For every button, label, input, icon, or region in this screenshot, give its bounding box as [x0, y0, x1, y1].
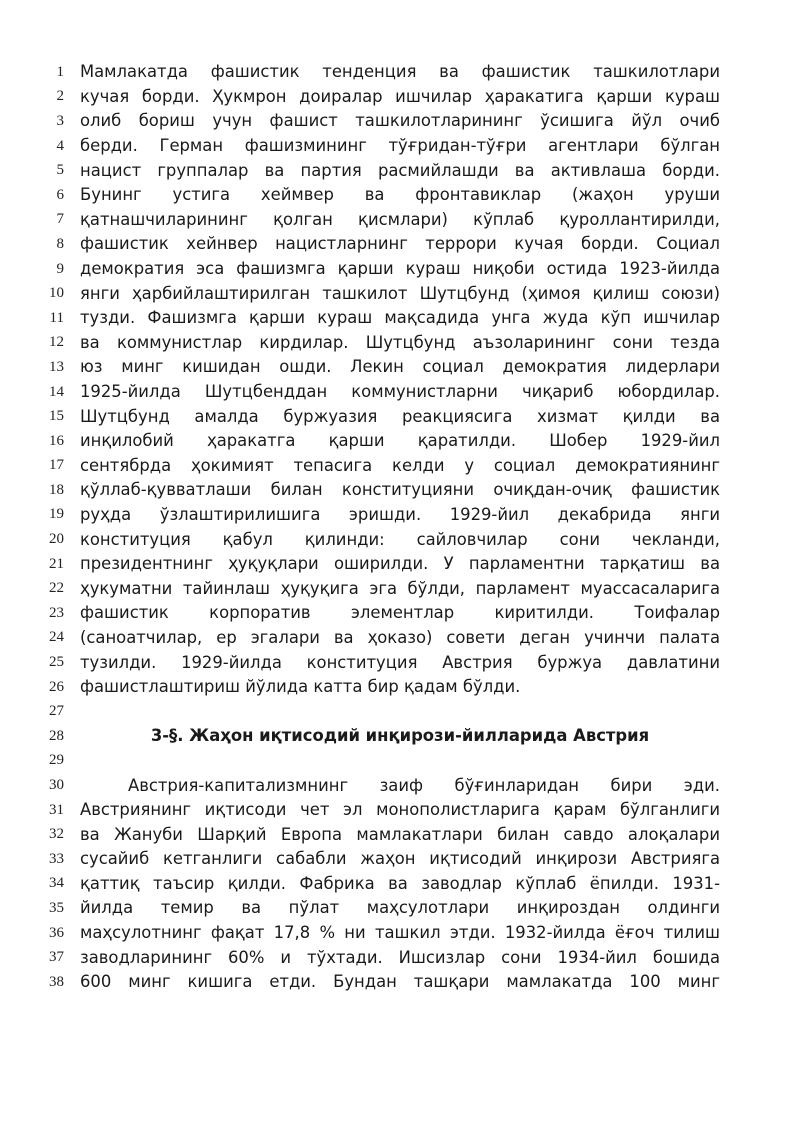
line-text: олиб бориш учун фашист ташкилотларининг ўсишига йўл очиб — [80, 111, 720, 131]
line-number: 9 — [56, 260, 64, 277]
line-number: 37 — [49, 949, 64, 966]
line-text: қўллаб-қувватлаши билан конституцияни очиқдан-очиқ фашистик — [80, 480, 720, 500]
text-line — [0, 626, 800, 651]
line-number: 19 — [49, 506, 64, 523]
text-line — [0, 699, 800, 724]
line-number: 6 — [56, 186, 64, 203]
line-text: фашистик хейнвер нацистларнинг террори кучая борди. Социал — [80, 234, 720, 254]
line-text: янги ҳарбийлаштирилган ташкилот Шутцбунд (ҳимоя қилиш союзи) — [80, 283, 720, 303]
text-line — [0, 601, 800, 626]
line-number: 3 — [56, 112, 64, 129]
line-number: 20 — [49, 531, 64, 548]
line-number: 8 — [56, 235, 64, 252]
text-line — [0, 404, 800, 429]
line-text: ва коммунистлар кирдилар. Шутцбунд аъзоларининг сони тезда — [80, 332, 720, 352]
text-line — [0, 429, 800, 454]
text-line — [0, 798, 800, 823]
text-line — [0, 134, 800, 159]
line-number: 18 — [49, 481, 64, 498]
line-text: Мамлакатда фашистик тенденция ва фашистик ташкилотлари — [80, 62, 720, 82]
line-text: қаттиқ таъсир қилди. Фабрика ва заводлар кўплаб ёпилди. 1931- — [80, 873, 720, 893]
line-text: ҳукуматни тайинлаш ҳуқуқига эга бўлди, парламент муассасаларига — [80, 578, 720, 598]
line-text: руҳда ўзлаштирилишига эришди. 1929-йил декабрида янги — [80, 504, 720, 524]
text-line — [0, 60, 800, 85]
line-text: Австриянинг иқтисоди чет эл монополистларига қарам бўлганлиги — [80, 800, 720, 820]
line-number: 34 — [49, 875, 64, 892]
line-text: тузилди. 1929-йилда конституция Австрия буржуа давлатини — [80, 652, 720, 672]
line-number: 7 — [56, 211, 64, 228]
text-line — [0, 896, 800, 921]
line-text: юз минг кишидан ошди. Лекин социал демократия лидерлари — [80, 357, 720, 377]
line-text: 600 минг кишига етди. Бундан ташқари мамлакатда 100 минг — [80, 972, 720, 992]
text-line — [0, 749, 800, 774]
text-line — [0, 183, 800, 208]
line-text: Бунинг устига хеймвер ва фронтавиклар (жаҳон уруши — [80, 185, 720, 205]
line-number: 32 — [49, 826, 64, 843]
text-line — [0, 355, 800, 380]
line-text: Австрия-капитализмнинг заиф бўғинларидан бири эди. — [128, 775, 720, 795]
line-number: 29 — [49, 752, 64, 769]
line-text: фашистлаштириш йўлида катта бир қадам бўлди. — [80, 677, 521, 697]
line-text: (саноатчилар, ер эгалари ва ҳоказо) совети деган учинчи палата — [80, 627, 720, 647]
text-line — [0, 306, 800, 331]
text-line — [0, 576, 800, 601]
text-line — [0, 921, 800, 946]
line-text: кучая борди. Ҳукмрон доиралар ишчилар ҳаракатига қарши кураш — [80, 86, 720, 106]
line-number: 10 — [49, 285, 64, 302]
line-text: 1925-йилда Шутцбенддан коммунистларни чиқариб юбордилар. — [80, 382, 720, 402]
text-line — [0, 527, 800, 552]
text-line — [0, 158, 800, 183]
line-number: 35 — [49, 899, 64, 916]
text-line — [0, 257, 800, 282]
line-text: ва Жануби Шарқий Европа мамлакатлари билан савдо алоқалари — [80, 824, 720, 844]
text-line — [0, 109, 800, 134]
line-number: 14 — [49, 383, 64, 400]
line-number: 27 — [49, 703, 64, 720]
line-number: 38 — [49, 973, 64, 990]
text-line — [0, 822, 800, 847]
document-page — [0, 60, 800, 995]
text-line — [0, 478, 800, 503]
line-number: 11 — [49, 309, 64, 326]
line-text: конституция қабул қилинди: сайловчилар сони чекланди, — [80, 529, 720, 549]
text-line — [0, 503, 800, 528]
line-number: 21 — [49, 555, 64, 572]
line-number: 16 — [49, 432, 64, 449]
text-line — [0, 281, 800, 306]
line-number: 12 — [49, 334, 64, 351]
line-text: нацист группалар ва партия расмийлашди ва активлаша борди. — [80, 160, 720, 180]
line-text: заводларининг 60% и тўхтади. Ишсизлар сони 1934-йил бошида — [80, 947, 720, 967]
text-line — [0, 331, 800, 356]
line-text: сентябрда ҳокимият тепасига келди у социал демократиянинг — [80, 455, 720, 475]
line-number: 23 — [49, 604, 64, 621]
line-text: йилда темир ва пўлат маҳсулотлари инқироздан олдинги — [80, 898, 720, 918]
line-number: 31 — [49, 801, 64, 818]
text-line — [0, 454, 800, 479]
text-line — [0, 85, 800, 110]
line-number: 13 — [49, 358, 64, 375]
line-number: 33 — [49, 850, 64, 867]
line-number: 22 — [49, 580, 64, 597]
line-number: 28 — [49, 727, 64, 744]
text-line — [0, 773, 800, 798]
text-line — [0, 847, 800, 872]
text-line — [0, 724, 800, 749]
line-number: 4 — [56, 137, 64, 154]
line-text: демократия эса фашизмга қарши кураш ниқоби остида 1923-йилда — [80, 259, 720, 279]
text-line — [0, 945, 800, 970]
line-number: 2 — [56, 88, 64, 105]
text-line — [0, 872, 800, 897]
line-text: президентнинг ҳуқуқлари оширилди. У парламентни тарқатиш ва — [80, 554, 720, 574]
line-text: фашистик корпоратив элементлар киритилди. Тоифалар — [80, 603, 720, 623]
line-number: 26 — [49, 678, 64, 695]
line-text: берди. Герман фашизмининг тўғридан-тўғри агентлари бўлган — [80, 136, 720, 156]
line-number: 1 — [56, 63, 64, 80]
line-number: 17 — [49, 457, 64, 474]
text-line — [0, 552, 800, 577]
line-text: тузди. Фашизмга қарши кураш мақсадида унга жуда кўп ишчилар — [80, 308, 720, 328]
text-line — [0, 650, 800, 675]
line-number: 36 — [49, 924, 64, 941]
text-line — [0, 232, 800, 257]
line-text: қатнашчиларининг қолган қисмлари) кўплаб қуроллантирилди, — [80, 209, 720, 229]
text-line — [0, 380, 800, 405]
line-number: 15 — [49, 408, 64, 425]
line-number: 25 — [49, 654, 64, 671]
line-text: маҳсулотнинг фақат 17,8 % ни ташкил этди. 1932-йилда ёғоч тилиш — [80, 923, 720, 943]
section-heading: 3-§. Жаҳон иқтисодий инқирози-йилларида Австрия — [150, 726, 650, 746]
text-line — [0, 675, 800, 700]
text-line — [0, 970, 800, 995]
line-text: Шутцбунд амалда буржуазия реакциясига хизмат қилди ва — [80, 406, 720, 426]
line-number: 5 — [56, 162, 64, 179]
text-line — [0, 208, 800, 233]
line-number: 24 — [49, 629, 64, 646]
line-text: инқилобий ҳаракатга қарши қаратилди. Шобер 1929-йил — [80, 431, 720, 451]
line-number: 30 — [49, 777, 64, 794]
line-text: сусайиб кетганлиги сабабли жаҳон иқтисодий инқирози Австрияга — [80, 849, 720, 869]
